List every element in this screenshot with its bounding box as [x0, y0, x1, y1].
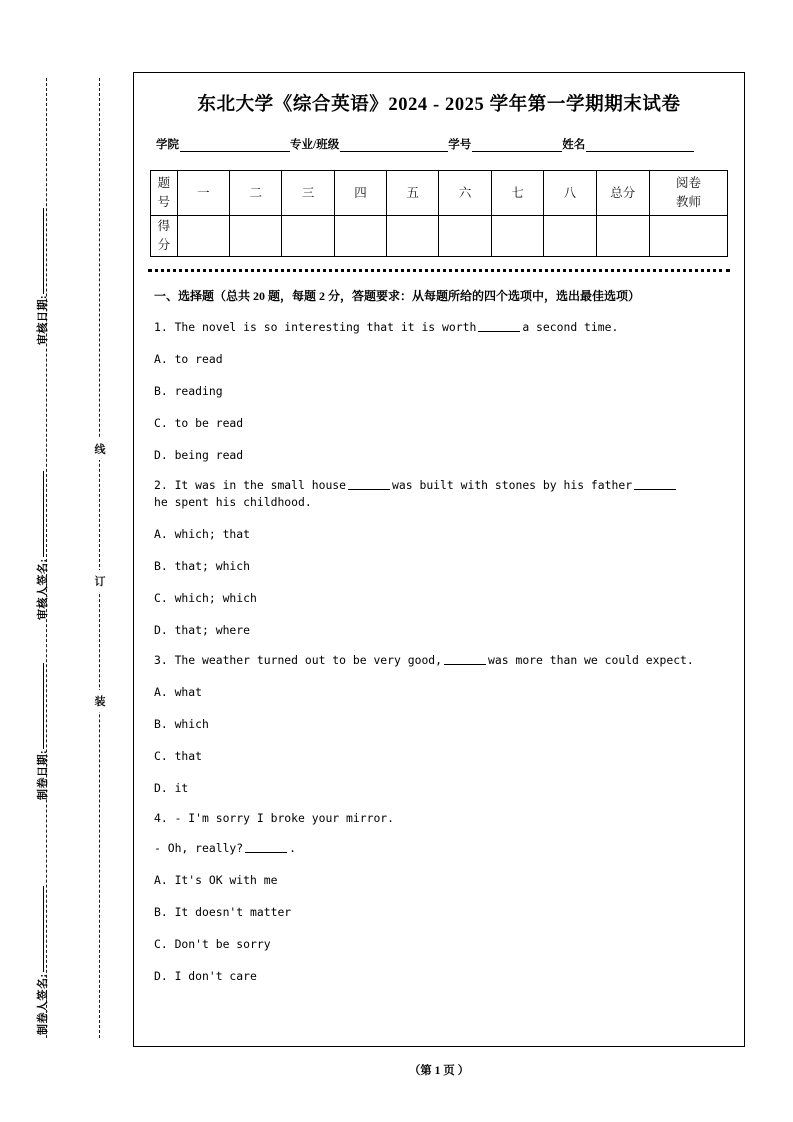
score-table — [150, 170, 728, 257]
college-label: 学院 — [156, 139, 179, 151]
reviewer-signature-label — [34, 471, 50, 620]
question-3-stem-prefix: 3. The weather turned out to be very good, — [154, 653, 443, 667]
question-1-stem-prefix: 1. The novel is so interesting that it is worth — [154, 320, 477, 334]
exam-content — [154, 286, 724, 985]
question-4-blank[interactable] — [245, 841, 287, 853]
score-table-rowhead-score — [151, 216, 178, 257]
question-2-option-b[interactable]: B. that; which — [154, 559, 251, 573]
score-cell-7[interactable] — [491, 216, 543, 257]
score-cell-5[interactable] — [387, 216, 439, 257]
teacher-header-line2: 教师 — [675, 195, 701, 209]
preparer-signature-label — [34, 886, 50, 1035]
question-4-option-c[interactable]: C. Don't be sorry — [154, 937, 271, 951]
score-table-score-row — [151, 216, 728, 257]
score-table-rowhead-question — [151, 171, 178, 216]
question-3-option-b[interactable]: B. which — [154, 717, 209, 731]
score-column-header-1: 一 — [177, 171, 229, 216]
question-3-blank[interactable] — [444, 653, 486, 665]
question-1-stem-suffix: a second time. — [522, 320, 619, 334]
question-1-stem — [154, 319, 724, 336]
student-id-input[interactable] — [472, 138, 562, 152]
college-input[interactable] — [180, 138, 290, 152]
question-2-stem-middle: was built with stones by his father — [392, 478, 633, 492]
teacher-header-line1: 阅卷 — [675, 176, 701, 190]
major-class-input[interactable] — [340, 138, 448, 152]
question-2-option-c[interactable]: C. which; which — [154, 591, 257, 605]
rowhead-question-line1: 题 — [157, 176, 171, 190]
rowhead-score-line1: 得 — [157, 219, 171, 233]
student-name-field[interactable] — [562, 136, 694, 152]
prepare-date-rule — [43, 663, 44, 749]
score-cell-6[interactable] — [439, 216, 491, 257]
exam-paper-box — [133, 72, 745, 1047]
question-3-stem — [154, 652, 724, 669]
score-cell-2[interactable] — [230, 216, 282, 257]
left-margin-annotations — [0, 0, 120, 1122]
question-2-option-d[interactable]: D. that; where — [154, 623, 251, 637]
binding-mark-wrap: 装 — [92, 690, 108, 712]
binding-mark-line: 线 — [92, 438, 108, 460]
score-column-header-6: 六 — [439, 171, 491, 216]
question-4-option-b[interactable]: B. It doesn't matter — [154, 905, 292, 919]
identity-fields-row — [156, 136, 726, 152]
rowhead-score-line2: 分 — [157, 238, 171, 252]
question-3-option-d[interactable]: D. it — [154, 781, 189, 795]
student-name-label: 姓名 — [562, 139, 586, 151]
major-class-field[interactable] — [290, 136, 448, 152]
question-3-option-c[interactable]: C. that — [154, 749, 203, 763]
score-column-header-4: 四 — [334, 171, 386, 216]
question-1-option-b[interactable]: B. reading — [154, 384, 223, 398]
section-heading: 一、选择题（总共 20 题，每题 2 分，答题要求：从每题所给的四个选项中，选出最佳选项） — [154, 289, 641, 303]
score-cell-1[interactable] — [177, 216, 229, 257]
reviewer-signature-rule — [43, 471, 44, 557]
question-1-option-c[interactable]: C. to be read — [154, 416, 244, 430]
binding-mark-bind: 订 — [92, 570, 108, 592]
score-column-header-5: 五 — [387, 171, 439, 216]
margin-dashed-rule-inner — [99, 78, 100, 1038]
question-4-option-d[interactable]: D. I don't care — [154, 969, 257, 983]
major-class-label: 专业/班级 — [290, 139, 340, 151]
student-id-field[interactable] — [448, 136, 562, 152]
score-cell-8[interactable] — [544, 216, 596, 257]
score-column-header-7: 七 — [491, 171, 543, 216]
question-4-stem: 4. - I'm sorry I broke your mirror. — [154, 811, 395, 825]
page-title: 东北大学《综合英语》2024 - 2025 学年第一学期期末试卷 — [197, 95, 681, 115]
question-1-option-d[interactable]: D. being read — [154, 448, 244, 462]
question-2-stem — [154, 477, 724, 494]
score-column-header-2: 二 — [230, 171, 282, 216]
question-2-stem-line2: he spent his childhood. — [154, 495, 312, 509]
question-2-stem-prefix: 2. It was in the small house — [154, 478, 347, 492]
question-2-option-a[interactable]: A. which; that — [154, 527, 251, 541]
score-column-header-total: 总分 — [596, 171, 649, 216]
score-column-header-teacher — [649, 171, 727, 216]
review-date-label — [34, 208, 50, 345]
student-name-input[interactable] — [586, 138, 694, 152]
question-1-option-a[interactable]: A. to read — [154, 352, 223, 366]
review-date-text: 审核日期: — [37, 294, 49, 345]
score-cell-teacher[interactable] — [649, 216, 727, 257]
review-date-rule — [43, 208, 44, 294]
score-column-header-3: 三 — [282, 171, 334, 216]
score-cell-3[interactable] — [282, 216, 334, 257]
question-4-stem-line2-suffix: . — [289, 841, 297, 855]
prepare-date-text: 制卷日期: — [37, 749, 49, 800]
college-field[interactable] — [156, 136, 290, 152]
question-3-option-a[interactable]: A. what — [154, 685, 203, 699]
question-2-blank-2[interactable] — [634, 478, 676, 490]
page-footer: （第 1 页 ） — [408, 1065, 470, 1077]
question-3-stem-suffix: was more than we could expect. — [488, 653, 694, 667]
question-4-stem-line2-prefix: - Oh, really? — [154, 841, 244, 855]
score-column-header-8: 八 — [544, 171, 596, 216]
score-cell-total[interactable] — [596, 216, 649, 257]
prepare-date-label — [34, 663, 50, 800]
question-4-option-a[interactable]: A. It's OK with me — [154, 873, 278, 887]
preparer-signature-text: 制卷人签名: — [37, 973, 49, 1035]
student-id-label: 学号 — [448, 139, 472, 151]
question-4-stem-line2 — [154, 840, 724, 857]
dotted-separator — [148, 269, 730, 272]
reviewer-signature-text: 审核人签名: — [37, 558, 49, 620]
question-2-blank-1[interactable] — [348, 478, 390, 490]
question-1-blank[interactable] — [478, 320, 520, 332]
score-table-header-row — [151, 171, 728, 216]
rowhead-question-line2: 号 — [157, 195, 171, 209]
preparer-signature-rule — [43, 886, 44, 972]
score-cell-4[interactable] — [334, 216, 386, 257]
